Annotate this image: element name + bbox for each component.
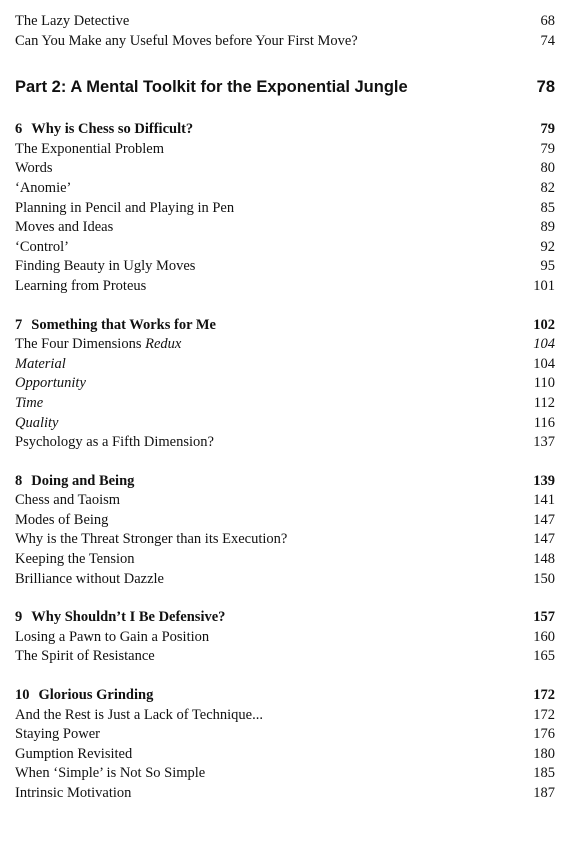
toc-entry-page: 137 [533, 434, 555, 451]
table-of-contents [15, 12, 555, 804]
toc-entry [15, 238, 555, 258]
chapter-title: Why Shouldn’t I Be Defensive? [31, 609, 226, 626]
toc-entry [15, 628, 555, 648]
toc-entry [15, 218, 555, 238]
toc-entry-page: 110 [533, 375, 555, 392]
toc-entry-page: 82 [540, 179, 555, 196]
toc-entry [15, 12, 555, 32]
toc-entry-page: 116 [533, 414, 555, 431]
toc-entry [15, 706, 555, 726]
toc-entry-title: Staying Power [15, 726, 100, 743]
chapter-page: 172 [533, 687, 555, 704]
toc-entry [15, 745, 555, 765]
toc-entry-page: 147 [533, 531, 555, 548]
toc-entry [15, 530, 555, 550]
toc-entry-title: Quality [15, 414, 59, 431]
toc-entry-page: 112 [533, 394, 555, 411]
toc-entry [15, 764, 555, 784]
chapter-number: 8 [15, 472, 23, 489]
toc-entry-title: Opportunity [15, 375, 86, 392]
toc-entry-title: Intrinsic Motivation [15, 785, 132, 801]
toc-entry-page: 148 [533, 551, 555, 568]
toc-entry-page: 79 [540, 140, 555, 157]
toc-entry [15, 32, 555, 52]
toc-entry-title: Brilliance without Dazzle [15, 570, 164, 587]
toc-entry-page: 89 [540, 219, 555, 236]
chapter-title: Glorious Grinding [38, 687, 154, 704]
chapter-heading [15, 608, 555, 628]
toc-entry-title: Planning in Pencil and Playing in Pen [15, 199, 235, 216]
toc-entry [15, 511, 555, 531]
chapter-number: 9 [15, 609, 23, 626]
chapter-section [15, 316, 555, 453]
chapter-heading [15, 686, 555, 706]
part-title: Part 2: A Mental Toolkit for the Exponential Jungle [15, 78, 408, 97]
toc-entry [15, 257, 555, 277]
toc-entry-title: The Lazy Detective [15, 13, 130, 29]
toc-entry-page: 92 [540, 238, 555, 255]
chapter-section [15, 608, 555, 667]
toc-entry-page: 95 [540, 258, 555, 275]
toc-entry-title: Modes of Being [15, 511, 109, 528]
toc-entry-page: 150 [533, 570, 555, 587]
toc-entry [15, 784, 555, 804]
toc-entry-title: Psychology as a Fifth Dimension? [15, 434, 214, 451]
toc-entry [15, 647, 555, 667]
chapter-heading [15, 472, 555, 492]
part-page: 78 [536, 78, 555, 97]
toc-entry-title: ‘Control’ [15, 238, 69, 255]
chapter-page: 157 [533, 609, 555, 626]
chapter-number: 6 [15, 121, 23, 138]
toc-entry-title-italic: Redux [145, 336, 182, 353]
toc-entry-page: 185 [533, 765, 555, 782]
toc-entry [15, 570, 555, 590]
toc-entry-title: Finding Beauty in Ugly Moves [15, 258, 196, 275]
toc-entry-title: Can You Make any Useful Moves before Your First Move? [15, 32, 358, 49]
toc-entry-title: Why is the Threat Stronger than its Execution? [15, 531, 288, 548]
chapter-number: 7 [15, 316, 23, 333]
toc-entry [15, 550, 555, 570]
toc-entry-page: 180 [533, 745, 555, 762]
chapter-page: 79 [540, 121, 555, 138]
toc-entry-page: 147 [533, 511, 555, 528]
toc-entry-title: Gumption Revisited [15, 745, 133, 762]
chapter-number: 10 [15, 687, 30, 704]
toc-entry-title: Learning from Proteus [15, 277, 147, 294]
toc-entry [15, 199, 555, 219]
toc-entry-title: Material [15, 355, 66, 372]
toc-entry-title: The Exponential Problem [15, 140, 164, 157]
toc-entry-title: Chess and Taoism [15, 492, 121, 509]
toc-entry-title: When ‘Simple’ is Not So Simple [15, 765, 206, 782]
toc-entry-page: 141 [533, 492, 555, 509]
toc-entry-title: Words [15, 160, 53, 177]
chapter-title: Something that Works for Me [31, 316, 216, 333]
toc-entry-title: The Spirit of Resistance [15, 648, 155, 665]
chapter-title: Why is Chess so Difficult? [31, 121, 194, 138]
toc-entry-page: 172 [533, 706, 555, 723]
toc-entry-page: 85 [540, 199, 555, 216]
toc-entry [15, 335, 555, 355]
toc-entry-title: Keeping the Tension [15, 551, 135, 568]
toc-entry [15, 374, 555, 394]
chapter-section [15, 472, 555, 590]
toc-entry [15, 394, 555, 414]
toc-entry [15, 725, 555, 745]
toc-entry [15, 414, 555, 434]
chapter-heading [15, 120, 555, 140]
toc-entry-title: ‘Anomie’ [15, 179, 72, 196]
chapter-section [15, 686, 555, 804]
toc-entry-title: The Four Dimensions [15, 336, 146, 353]
chapter-page: 139 [533, 472, 555, 489]
toc-entry-page: 160 [533, 628, 555, 645]
toc-entry-page: 74 [540, 32, 555, 49]
toc-entry [15, 491, 555, 511]
chapter-page: 102 [533, 316, 555, 333]
chapter-title: Doing and Being [31, 472, 135, 489]
toc-entry-page: 104 [533, 336, 555, 353]
toc-entry [15, 159, 555, 179]
toc-entry-title: Time [15, 394, 44, 411]
toc-entry-page: 101 [533, 277, 555, 294]
toc-entry-title: Moves and Ideas [15, 219, 114, 236]
toc-entry-title: And the Rest is Just a Lack of Technique... [15, 706, 263, 723]
toc-entry [15, 433, 555, 453]
toc-entry-page: 165 [533, 648, 555, 665]
toc-entry [15, 140, 555, 160]
chapter-heading [15, 316, 555, 336]
toc-intro-section [15, 12, 555, 51]
chapter-section [15, 120, 555, 296]
toc-entry-title: Losing a Pawn to Gain a Position [15, 628, 210, 645]
toc-entry-page: 176 [533, 726, 555, 743]
toc-entry-page: 104 [533, 355, 555, 372]
toc-entry [15, 179, 555, 199]
toc-entry-page: 80 [540, 160, 555, 177]
toc-entry-page: 187 [533, 785, 555, 801]
toc-entry [15, 277, 555, 297]
part-heading [15, 76, 555, 98]
toc-entry [15, 355, 555, 375]
toc-entry-page: 68 [540, 13, 555, 29]
